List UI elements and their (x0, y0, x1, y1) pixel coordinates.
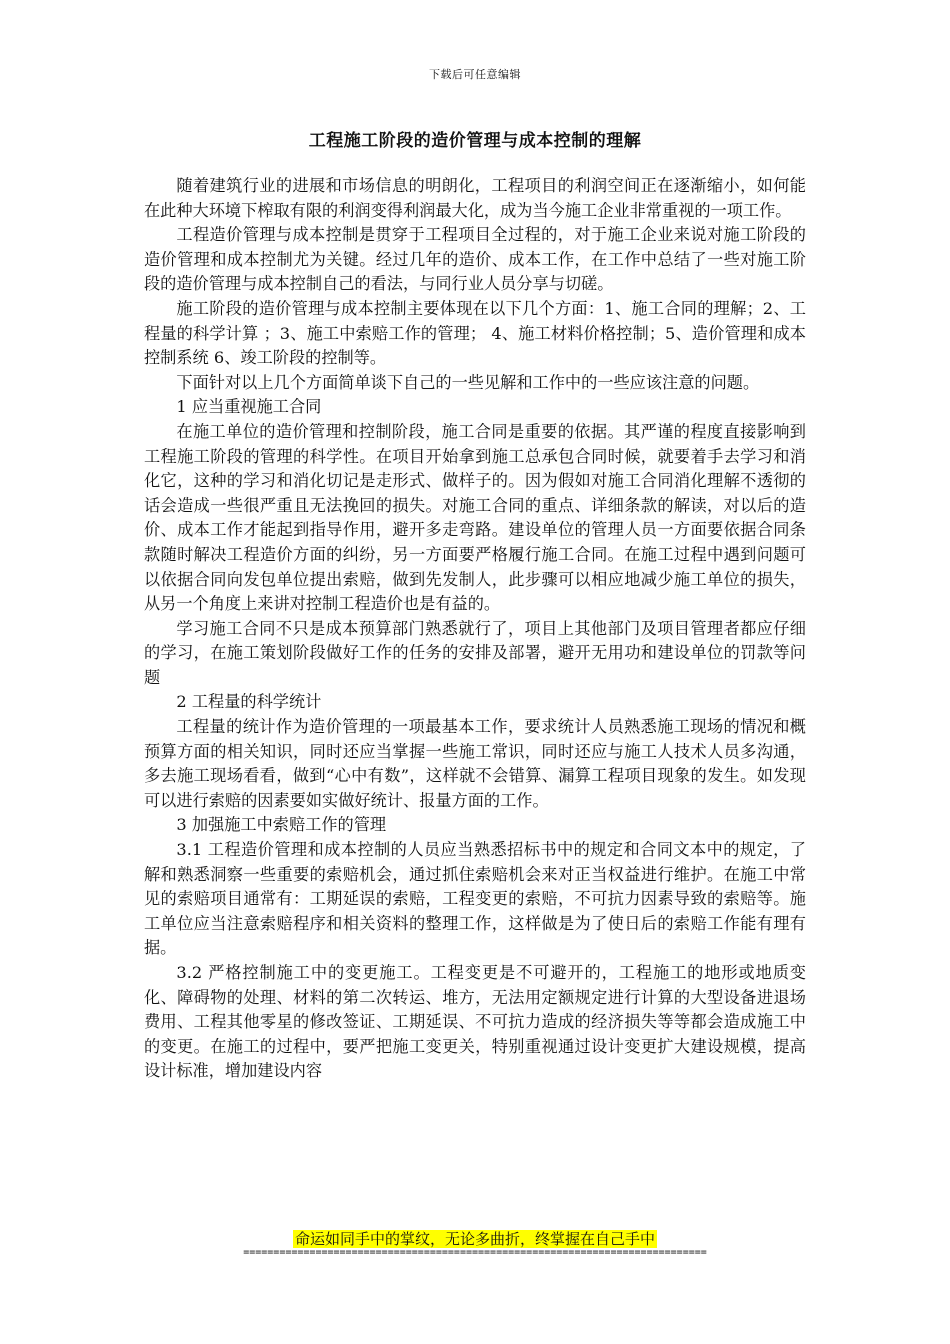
document-body (144, 174, 806, 1084)
document-title: 工程施工阶段的造价管理与成本控制的理解 (308, 131, 642, 151)
footer-motto: 命运如同手中的掌纹，无论多曲折，终掌握在自己手中 (294, 1230, 655, 1248)
paragraph-contract-study: 学习施工合同不只是成本预算部门熟悉就行了，项目上其他部门及项目管理者都应仔细的学习，在施工策划阶段做好工作的任务的安排及部署，避开无用功和建设单位的罚款等问题 (144, 618, 806, 687)
paragraph-3-1: 3.1 工程造价管理和成本控制的人员应当熟悉招标书中的规定和合同文本中的规定，了解和熟悉洞察一些重要的索赔机会，通过抓住索赔机会来对正当权益进行维护。在施工中常见的索赔项目通常有：工期延误的索赔，工程变更的索赔，不可抗力因素导致的索赔等。施工单位应当注意索赔程序和相关资料的整理工作，这样做是为了使日后的索赔工作能有理有据。 (144, 840, 806, 958)
paragraph-overview: 工程造价管理与成本控制是贯穿于工程项目全过程的，对于施工企业来说对施工阶段的造价管理和成本控制尤为关键。经过几年的造价、成本工作，在工作中总结了一些对施工阶段的造价管理与成本控制自己的看法，与同行业人员分享与切磋。 (144, 225, 806, 294)
paragraph-quantity: 工程量的统计作为造价管理的一项最基本工作，要求统计人员熟悉施工现场的情况和概预算方面的相关知识，同时还应当掌握一些施工常识，同时还应与施工人技术人员多沟通，多去施工现场看看，做到“心中有数”，这样就不会错算、漏算工程项目现象的发生。如发现可以进行索赔的因素要如实做好统计、报量方面的工作。 (144, 717, 806, 810)
footer-rule: ============================================================================= (243, 1247, 707, 1258)
paragraph-outline: 下面针对以上几个方面简单谈下自己的一些见解和工作中的一些应该注意的问题。 (176, 372, 760, 392)
header-note: 下载后可任意编辑 (429, 68, 521, 81)
section-heading-3: 3 加强施工中索赔工作的管理 (176, 815, 387, 835)
paragraph-aspects: 施工阶段的造价管理与成本控制主要体现在以下几个方面：1、施工合同的理解；2、工程量的科学计算 ；3、施工中索赔工作的管理； 4、施工材料价格控制；5、造价管理和成本控制系统 6、竣工阶段的控制等。 (144, 298, 806, 368)
paragraph-3-2: 3.2 严格控制施工中的变更施工。工程变更是不可避开的，工程施工的地形或地质变化、障碍物的处理、材料的第二次转运、堆方，无法用定额规定进行计算的大型设备进退场费用、工程其他零星的修改签证、工期延误、不可抗力造成的经济损失等等都会造成施工中的变更。在施工的过程中，要严把施工变更关，特别重视通过设计变更扩大建设规模，提高设计标准，增加建设内容 (144, 963, 806, 1081)
paragraph-contract: 在施工单位的造价管理和控制阶段，施工合同是重要的依据。其严谨的程度直接影响到工程施工阶段的管理的科学性。在项目开始拿到施工总承包合同时候，就要着手去学习和消化它，这种的学习和消化切记是走形式、做样子的。因为假如对施工合同消化理解不透彻的话会造成一些很严重且无法挽回的损失。对施工合同的重点、详细条款的解读，对以后的造价、成本工作才能起到指导作用，避开多走弯路。建设单位的管理人员一方面要依据合同条款随时解决工程造价方面的纠纷，另一方面要严格履行施工合同。在施工过程中遇到问题可以依据合同向发包单位提出索赔，做到先发制人，此步骤可以相应地减少施工单位的损失，从另一个角度上来讲对控制工程造价也是有益的。 (144, 421, 806, 614)
section-heading-1: 1 应当重视施工合同 (176, 397, 322, 417)
paragraph-intro: 随着建筑行业的进展和市场信息的明朗化，工程项目的利润空间正在逐渐缩小，如何能在此种大环境下榨取有限的利润变得利润最大化，成为当今施工企业非常重视的一项工作。 (144, 176, 806, 220)
section-heading-2: 2 工程量的科学统计 (176, 692, 322, 712)
footer-banner (0, 1228, 950, 1249)
